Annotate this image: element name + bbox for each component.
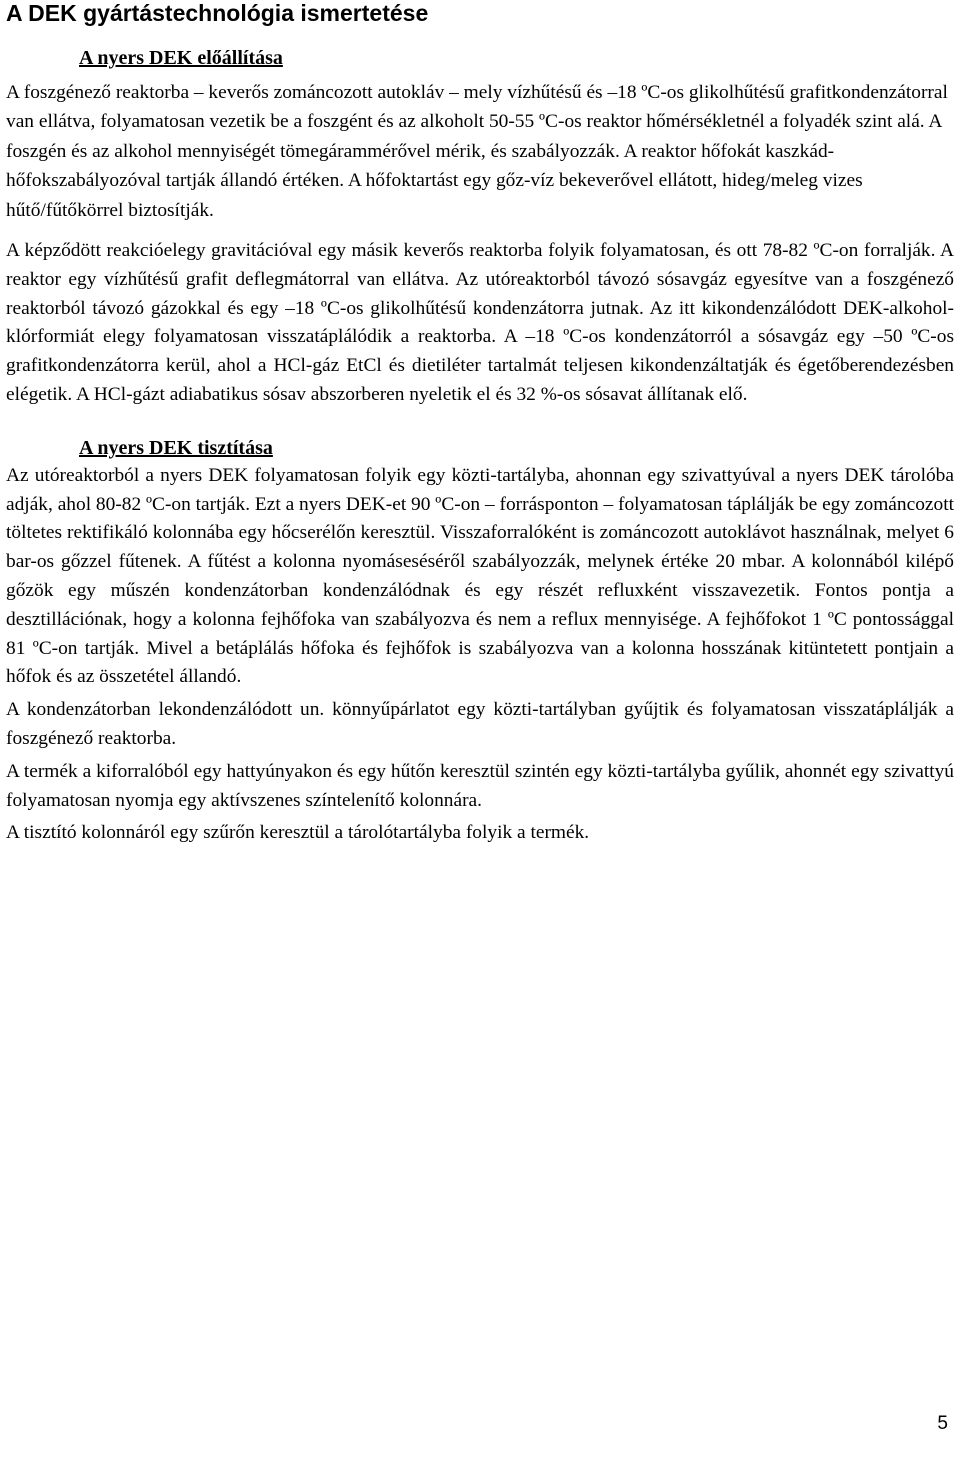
- section-heading-production: A nyers DEK előállítása: [79, 47, 283, 69]
- page-number: 5: [937, 1413, 948, 1434]
- paragraph-purification-2: A kondenzátorban lekondenzálódott un. könnyűpárlatot egy közti-tartályban gyűjtik és folyamatosan visszatáplálják a foszgénező reaktorba.: [6, 699, 954, 749]
- paragraph-production-1: A foszgénező reaktorba – keverős zománcozott autokláv – mely vízhűtésű és –18 ºC-os glikolhűtésű grafitkondenzátorral van ellátva, folyamatosan vezetik be a foszgént és az alkoholt 50-55 ºC-os reaktor hőmérsékletnél a folyadék szint alá. A foszgén és az alkohol mennyiségét tömegárammérővel mérik, és szabályozzák. A reaktor hőfokát kaszkád-hőfokszabályozóval tartják állandó értéken. A hőfoktartást egy gőz-víz bekeverővel ellátott, hideg/meleg vizes hűtő/fűtőkörrel biztosítják.: [6, 82, 948, 221]
- paragraph-purification-1: Az utóreaktorból a nyers DEK folyamatosan folyik egy közti-tartályba, ahonnan egy szivattyúval a nyers DEK tárolóba adják, ahol 80-82 ºC-on tartják. Ezt a nyers DEK-et 90 ºC-on – forrásponton – folyamatosan táplálják be egy zománcozott töltetes rektifikáló kolonnába egy hőcserélőn keresztül. Visszaforralóként is zománcozott autoklávot használnak, melyet 6 bar-os gőzzel fűtenek. A fűtést a kolonna nyomáseséséről szabályozzák, melynek értéke 20 mbar. A kolonnából kilépő gőzök egy műszén kondenzátorban kondenzálódnak és egy részét refluxként visszavezetik. Fontos pontja a desztillációnak, hogy a kolonna fejhőfoka van szabályozva és nem a reflux mennyisége. A fejhőfokot 1 ºC pontossággal 81 ºC-on tartják. Mivel a betáplálás hőfoka és fejhőfok is szabályozva van a kolonna hosszának kitüntetett pontjain a hőfok és az összetétel állandó.: [6, 464, 954, 688]
- document-page: [6, 0, 954, 848]
- paragraph-purification-4: A tisztító kolonnáról egy szűrőn keresztül a tárolótartályba folyik a termék.: [6, 822, 590, 844]
- paragraph-production-2: A képződött reakcióelegy gravitációval egy másik keverős reaktorba folyik folyamatosan, és ott 78-82 ºC-on forralják. A reaktor egy vízhűtésű grafit deflegmátorral van ellátva. Az utóreaktorból távozó sósavgáz egyesítve van a foszgénező reaktorból távozó gázokkal és egy –18 ºC-os glikolhűtésű kondenzátorra jutnak. Az itt kikondenzálódott DEK-alkohol-klórformiát elegy folyamatosan visszatáplálódik a reaktorba. A –18 ºC-os kondenzátorról a sósavgáz egy –50 ºC-os grafitkondenzátorra kerül, ahol a HCl-gáz EtCl és dietiléter tartalmát teljesen kikondenzáltatják és égetőberendezésben elégetik. A HCl-gázt adiabatikus sósav abszorberen nyeletik el és 32 %-os sósavat állítanak elő.: [6, 240, 954, 406]
- document-title: A DEK gyártástechnológia ismertetése: [6, 0, 429, 26]
- paragraph-purification-3: A termék a kiforralóból egy hattyúnyakon és egy hűtőn keresztül szintén egy közti-tartályba gyűlik, ahonnét egy szivattyú folyamatosan nyomja egy aktívszenes színtelenítő kolonnára.: [6, 760, 954, 811]
- section-heading-purification: A nyers DEK tisztítása: [79, 436, 273, 459]
